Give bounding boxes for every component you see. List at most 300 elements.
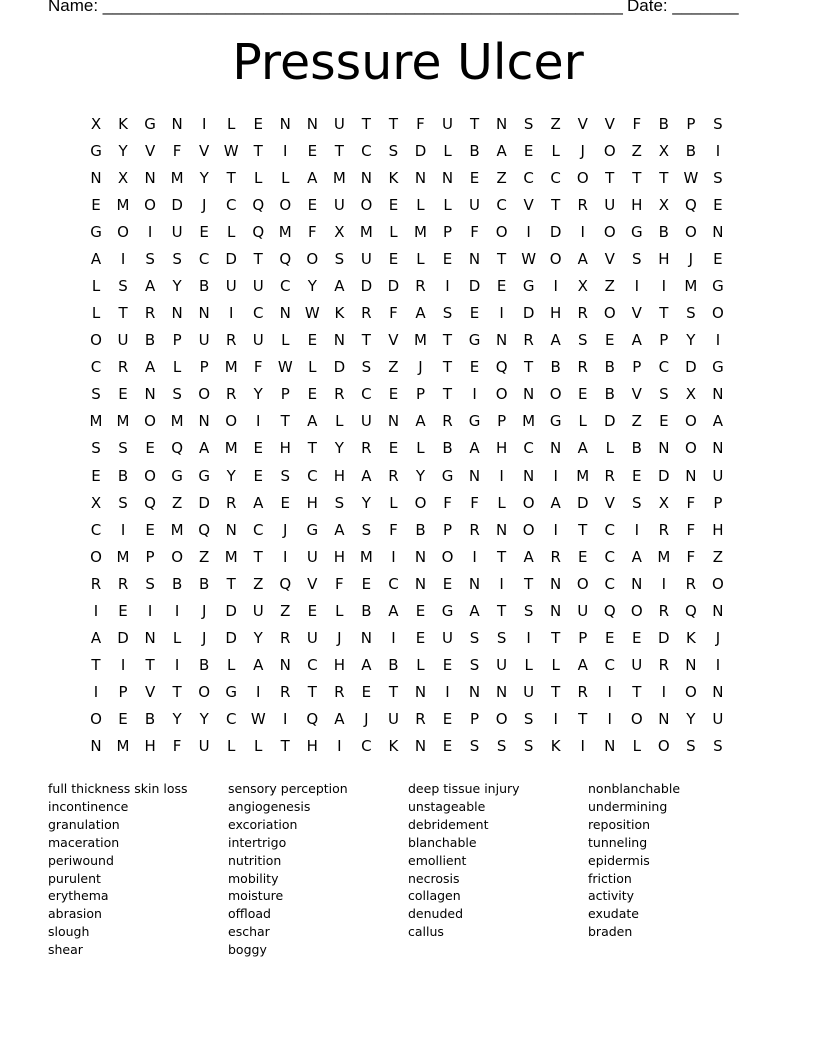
grid-letter: B xyxy=(631,439,642,458)
grid-letter: Z xyxy=(171,493,183,512)
grid-letter: S xyxy=(523,601,534,620)
grid-letter: Q xyxy=(603,601,616,620)
grid-letter: C xyxy=(388,574,399,593)
grid-letter: C xyxy=(523,169,534,188)
grid-letter: I xyxy=(472,385,477,404)
grid-letter: L xyxy=(227,223,236,242)
grid-letter: N xyxy=(225,520,237,539)
grid-letter: A xyxy=(388,601,399,620)
grid-letter: Q xyxy=(279,250,292,269)
grid-letter: R xyxy=(415,277,426,296)
grid-letter: Z xyxy=(280,601,291,620)
grid-letter: R xyxy=(280,628,291,647)
word-list-item: abrasion xyxy=(48,906,102,922)
grid-letter: D xyxy=(117,628,129,647)
grid-letter: J xyxy=(580,142,585,161)
grid-letter: N xyxy=(198,304,210,323)
grid-letter: I xyxy=(174,655,180,674)
grid-letter: E xyxy=(442,655,453,674)
grid-letter: E xyxy=(307,331,318,350)
word-list-item: slough xyxy=(48,924,90,940)
grid-letter: D xyxy=(171,196,183,215)
word-list-item: debridement xyxy=(408,816,489,832)
grid-letter: E xyxy=(118,709,128,728)
grid-letter: U xyxy=(252,277,264,296)
grid-letter: Q xyxy=(279,574,292,593)
grid-letter: I xyxy=(607,682,612,701)
grid-letter: O xyxy=(657,736,670,755)
grid-letter: P xyxy=(280,385,290,404)
grid-letter: K xyxy=(685,628,696,647)
grid-letter: C xyxy=(225,196,237,215)
grid-letter: R xyxy=(225,331,237,350)
grid-letter: N xyxy=(279,655,291,674)
grid-letter: F xyxy=(470,223,479,242)
grid-letter: I xyxy=(256,412,261,431)
grid-letter: I xyxy=(93,682,99,701)
grid-letter: T xyxy=(91,655,101,674)
grid-letter: T xyxy=(388,682,399,701)
grid-letter: Q xyxy=(198,520,211,539)
word-list-item: nutrition xyxy=(228,852,282,868)
word-list-item: collagen xyxy=(408,888,461,904)
grid-letter: A xyxy=(144,277,156,296)
grid-letter: D xyxy=(549,223,562,242)
grid-letter: O xyxy=(603,142,616,161)
grid-letter: U xyxy=(333,115,345,133)
grid-letter: U xyxy=(496,655,508,674)
grid-letter: M xyxy=(413,223,427,242)
grid-letter: A xyxy=(577,250,588,269)
grid-letter: O xyxy=(712,304,724,323)
grid-letter: U xyxy=(252,601,264,620)
grid-letter: E xyxy=(442,736,453,755)
grid-letter: N xyxy=(685,466,697,485)
grid-letter: E xyxy=(361,574,372,593)
grid-letter: I xyxy=(337,736,342,755)
word-list-item: boggy xyxy=(228,942,267,958)
grid-letter: V xyxy=(307,574,318,593)
grid-letter: O xyxy=(495,223,508,242)
grid-letter: E xyxy=(496,277,507,296)
grid-letter: D xyxy=(576,493,589,512)
grid-letter: R xyxy=(550,547,561,566)
grid-letter: U xyxy=(577,601,589,620)
grid-letter: E xyxy=(469,358,480,377)
grid-letter: S xyxy=(469,736,480,755)
word-list-column-4 xyxy=(588,780,680,941)
grid-letter: N xyxy=(414,574,427,593)
grid-letter: M xyxy=(224,439,238,458)
grid-letter: Q xyxy=(171,439,184,458)
grid-letter: N xyxy=(495,520,508,539)
grid-letter: T xyxy=(524,574,534,593)
grid-letter: D xyxy=(198,493,210,512)
grid-letter: E xyxy=(307,142,318,161)
grid-letter: Y xyxy=(118,142,128,161)
grid-letter: D xyxy=(522,304,535,323)
grid-letter: E xyxy=(469,304,480,323)
word-list-item: tunneling xyxy=(588,834,648,850)
grid-letter: N xyxy=(414,169,427,188)
grid-letter: M xyxy=(170,412,184,431)
grid-letter: L xyxy=(254,736,263,755)
grid-letter: X xyxy=(117,169,129,188)
grid-letter: T xyxy=(361,115,371,133)
grid-letter: P xyxy=(659,331,669,350)
grid-letter: U xyxy=(306,547,318,566)
grid-letter: D xyxy=(360,277,373,296)
grid-letter: T xyxy=(632,682,642,701)
grid-letter: M xyxy=(684,277,698,296)
grid-letter: F xyxy=(389,520,398,539)
grid-letter: L xyxy=(254,169,263,188)
grid-letter: B xyxy=(171,574,183,593)
grid-letter: I xyxy=(526,628,531,647)
grid-letter: T xyxy=(442,331,453,350)
grid-letter: O xyxy=(684,439,697,458)
grid-letter: W xyxy=(683,169,699,188)
grid-letter: E xyxy=(469,169,480,188)
grid-letter: O xyxy=(90,547,102,566)
page-title: Pressure Ulcer xyxy=(232,34,584,91)
grid-letter: B xyxy=(361,601,372,620)
grid-letter: I xyxy=(499,304,504,323)
grid-letter: I xyxy=(147,601,153,620)
grid-letter: O xyxy=(684,223,697,242)
grid-letter: L xyxy=(172,628,182,647)
grid-letter: A xyxy=(90,628,102,647)
grid-letter: I xyxy=(283,142,288,161)
grid-letter: L xyxy=(172,358,182,377)
grid-letter: C xyxy=(90,358,102,377)
grid-letter: D xyxy=(414,142,427,161)
grid-letter: E xyxy=(91,196,101,215)
grid-letter: T xyxy=(253,250,263,269)
grid-letter: A xyxy=(334,709,345,728)
grid-letter: G xyxy=(144,115,156,133)
grid-letter: N xyxy=(550,601,562,620)
grid-letter: D xyxy=(468,277,481,296)
grid-letter: N xyxy=(550,574,562,593)
grid-letter: E xyxy=(577,547,588,566)
grid-letter: V xyxy=(523,196,534,215)
word-list-column-1 xyxy=(48,780,188,959)
grid-letter: E xyxy=(388,385,399,404)
grid-letter: O xyxy=(495,385,508,404)
grid-letter: B xyxy=(199,574,210,593)
grid-letter: C xyxy=(225,709,237,728)
word-list-item: deep tissue injury xyxy=(408,781,520,796)
grid-letter: O xyxy=(712,574,724,593)
grid-letter: Y xyxy=(686,331,696,350)
grid-letter: R xyxy=(658,655,670,674)
word-list-item: intertrigo xyxy=(228,834,287,850)
grid-letter: B xyxy=(604,358,615,377)
grid-letter: B xyxy=(604,385,615,404)
grid-letter: P xyxy=(497,412,507,431)
grid-letter: P xyxy=(442,223,453,242)
word-list-item: epidermis xyxy=(588,852,650,868)
grid-letter: V xyxy=(144,142,156,161)
grid-letter: O xyxy=(414,493,427,512)
grid-letter: N xyxy=(90,736,102,755)
grid-letter: P xyxy=(470,709,480,728)
grid-letter: R xyxy=(225,385,237,404)
word-list-item: granulation xyxy=(48,816,120,832)
grid-letter: Y xyxy=(199,709,209,728)
grid-letter: T xyxy=(497,250,507,269)
grid-letter: B xyxy=(658,115,669,133)
grid-letter: O xyxy=(198,682,211,701)
grid-letter: C xyxy=(496,196,507,215)
grid-letter: D xyxy=(225,601,237,620)
word-list-item: necrosis xyxy=(408,870,460,886)
word-list-item: excoriation xyxy=(228,816,298,832)
grid-letter: M xyxy=(657,547,671,566)
grid-letter: Y xyxy=(172,277,182,296)
grid-letter: O xyxy=(441,547,454,566)
grid-letter: R xyxy=(90,574,102,593)
grid-letter: E xyxy=(523,142,534,161)
grid-letter: Y xyxy=(226,466,236,485)
grid-letter: W xyxy=(277,358,293,377)
grid-letter: U xyxy=(225,277,237,296)
word-list-item: offload xyxy=(228,906,271,922)
grid-letter: S xyxy=(469,655,480,674)
grid-letter: I xyxy=(201,115,207,133)
grid-letter: M xyxy=(332,169,346,188)
grid-letter: Y xyxy=(415,466,426,485)
grid-letter: Q xyxy=(684,601,697,620)
grid-letter: W xyxy=(223,142,239,161)
word-list-item: callus xyxy=(408,924,444,940)
grid-letter: N xyxy=(495,331,508,350)
grid-letter: U xyxy=(469,196,481,215)
grid-letter: G xyxy=(225,682,237,701)
grid-letter: E xyxy=(253,115,263,133)
grid-letter: Z xyxy=(388,358,399,377)
grid-letter: O xyxy=(522,520,535,539)
grid-letter: F xyxy=(686,520,696,539)
grid-letter: O xyxy=(495,709,508,728)
grid-letter: F xyxy=(686,493,696,512)
grid-letter: R xyxy=(442,412,453,431)
grid-letter: C xyxy=(90,520,102,539)
grid-letter: I xyxy=(174,601,180,620)
word-list-item: full thickness skin loss xyxy=(48,781,188,796)
grid-letter: F xyxy=(389,304,398,323)
grid-letter: D xyxy=(225,628,237,647)
grid-letter: Y xyxy=(307,277,317,296)
grid-letter: R xyxy=(577,358,588,377)
grid-letter: N xyxy=(414,736,427,755)
grid-letter: N xyxy=(495,115,508,133)
grid-letter: L xyxy=(416,439,425,458)
grid-letter: N xyxy=(279,115,291,133)
grid-letter: S xyxy=(632,250,642,269)
grid-letter: L xyxy=(389,223,398,242)
grid-letter: K xyxy=(388,169,399,188)
grid-letter: G xyxy=(712,277,724,296)
grid-letter: D xyxy=(387,277,400,296)
grid-letter: A xyxy=(496,142,507,161)
grid-letter: S xyxy=(280,466,291,485)
grid-letter: N xyxy=(550,439,562,458)
grid-letter: N xyxy=(468,466,481,485)
grid-letter: N xyxy=(144,169,156,188)
grid-letter: T xyxy=(551,682,561,701)
grid-letter: L xyxy=(335,601,344,620)
grid-letter: E xyxy=(199,223,209,242)
grid-letter: N xyxy=(631,574,643,593)
grid-letter: S xyxy=(118,439,128,458)
name-field: Name: _______________________________________________________ xyxy=(48,0,623,15)
grid-letter: L xyxy=(281,331,290,350)
grid-letter: O xyxy=(144,196,156,215)
grid-letter: J xyxy=(337,628,342,647)
grid-letter: L xyxy=(389,493,398,512)
word-list-item: exudate xyxy=(588,906,639,922)
grid-letter: H xyxy=(333,547,345,566)
grid-letter: N xyxy=(414,682,427,701)
grid-letter: I xyxy=(553,277,558,296)
grid-letter: T xyxy=(578,520,588,539)
grid-letter: H xyxy=(306,493,318,512)
grid-letter: R xyxy=(658,601,670,620)
grid-letter: L xyxy=(578,412,587,431)
grid-letter: S xyxy=(469,628,480,647)
grid-letter: X xyxy=(577,277,588,296)
grid-letter: N xyxy=(712,439,724,458)
grid-letter: S xyxy=(523,115,534,133)
date-field: Date: _______ xyxy=(627,0,739,15)
grid-letter: A xyxy=(550,331,561,350)
grid-letter: W xyxy=(304,304,320,323)
grid-letter: E xyxy=(659,412,669,431)
grid-letter: H xyxy=(631,196,643,215)
grid-letter: V xyxy=(604,115,615,133)
grid-letter: P xyxy=(578,628,588,647)
grid-letter: S xyxy=(523,736,534,755)
grid-letter: E xyxy=(442,250,453,269)
grid-letter: N xyxy=(171,115,183,133)
grid-letter: Z xyxy=(631,142,642,161)
grid-letter: U xyxy=(171,223,183,242)
grid-letter: I xyxy=(553,709,558,728)
grid-letter: P xyxy=(415,385,425,404)
grid-letter: I xyxy=(715,142,721,161)
grid-letter: R xyxy=(280,682,291,701)
grid-letter: U xyxy=(523,682,535,701)
grid-letter: U xyxy=(712,709,724,728)
word-list-item: incontinence xyxy=(48,798,129,814)
grid-letter: T xyxy=(497,547,507,566)
grid-letter: A xyxy=(334,520,345,539)
grid-letter: D xyxy=(685,358,697,377)
grid-letter: F xyxy=(172,736,182,755)
grid-letter: D xyxy=(225,250,237,269)
grid-letter: I xyxy=(256,682,261,701)
grid-letter: E xyxy=(605,628,615,647)
grid-letter: O xyxy=(549,250,562,269)
grid-letter: N xyxy=(604,736,616,755)
grid-letter: Y xyxy=(686,709,696,728)
grid-letter: E xyxy=(632,628,642,647)
grid-letter: R xyxy=(469,520,480,539)
grid-letter: S xyxy=(91,385,101,404)
grid-letter: N xyxy=(468,574,481,593)
grid-letter: N xyxy=(387,412,400,431)
grid-letter: B xyxy=(388,655,399,674)
grid-letter: G xyxy=(549,412,562,431)
grid-letter: R xyxy=(523,331,534,350)
grid-letter: I xyxy=(228,304,234,323)
grid-letter: S xyxy=(713,169,723,188)
grid-letter: T xyxy=(659,169,669,188)
grid-letter: W xyxy=(250,709,266,728)
grid-letter: C xyxy=(361,385,372,404)
grid-letter: G xyxy=(441,601,454,620)
grid-letter: R xyxy=(577,196,588,215)
grid-letter: E xyxy=(415,601,426,620)
grid-letter: E xyxy=(388,250,399,269)
grid-letter: E xyxy=(145,520,155,539)
grid-letter: N xyxy=(171,304,183,323)
grid-letter: J xyxy=(201,601,207,620)
grid-letter: L xyxy=(308,358,317,377)
grid-letter: G xyxy=(712,358,724,377)
grid-letter: S xyxy=(713,115,723,133)
grid-letter: S xyxy=(496,736,507,755)
grid-letter: O xyxy=(603,304,616,323)
grid-letter: A xyxy=(253,493,264,512)
grid-letter: N xyxy=(198,412,210,431)
grid-letter: P xyxy=(199,358,209,377)
grid-letter: Q xyxy=(306,709,319,728)
grid-letter: Z xyxy=(253,574,264,593)
word-list-item: emollient xyxy=(408,852,467,868)
grid-letter: N xyxy=(468,250,481,269)
grid-letter: D xyxy=(333,358,346,377)
grid-letter: S xyxy=(361,358,372,377)
grid-letter: I xyxy=(499,466,504,485)
grid-letter: C xyxy=(658,358,670,377)
grid-letter: U xyxy=(712,466,724,485)
grid-letter: U xyxy=(333,196,345,215)
grid-letter: O xyxy=(630,601,643,620)
grid-letter: E xyxy=(145,439,155,458)
grid-letter: P xyxy=(713,493,723,512)
grid-letter: X xyxy=(658,142,669,161)
grid-letter: O xyxy=(90,709,102,728)
word-list-item: erythema xyxy=(48,888,109,904)
grid-letter: B xyxy=(144,709,156,728)
grid-letter: S xyxy=(496,628,507,647)
grid-letter: F xyxy=(416,115,425,133)
grid-letter: G xyxy=(198,466,210,485)
grid-letter: O xyxy=(576,574,589,593)
grid-letter: E xyxy=(577,385,588,404)
grid-letter: Z xyxy=(496,169,507,188)
grid-letter: E xyxy=(253,466,263,485)
grid-letter: R xyxy=(361,439,372,458)
grid-letter: A xyxy=(469,601,480,620)
grid-letter: I xyxy=(499,574,504,593)
grid-letter: Z xyxy=(631,412,642,431)
grid-letter: R xyxy=(334,385,345,404)
grid-letter: N xyxy=(658,709,670,728)
